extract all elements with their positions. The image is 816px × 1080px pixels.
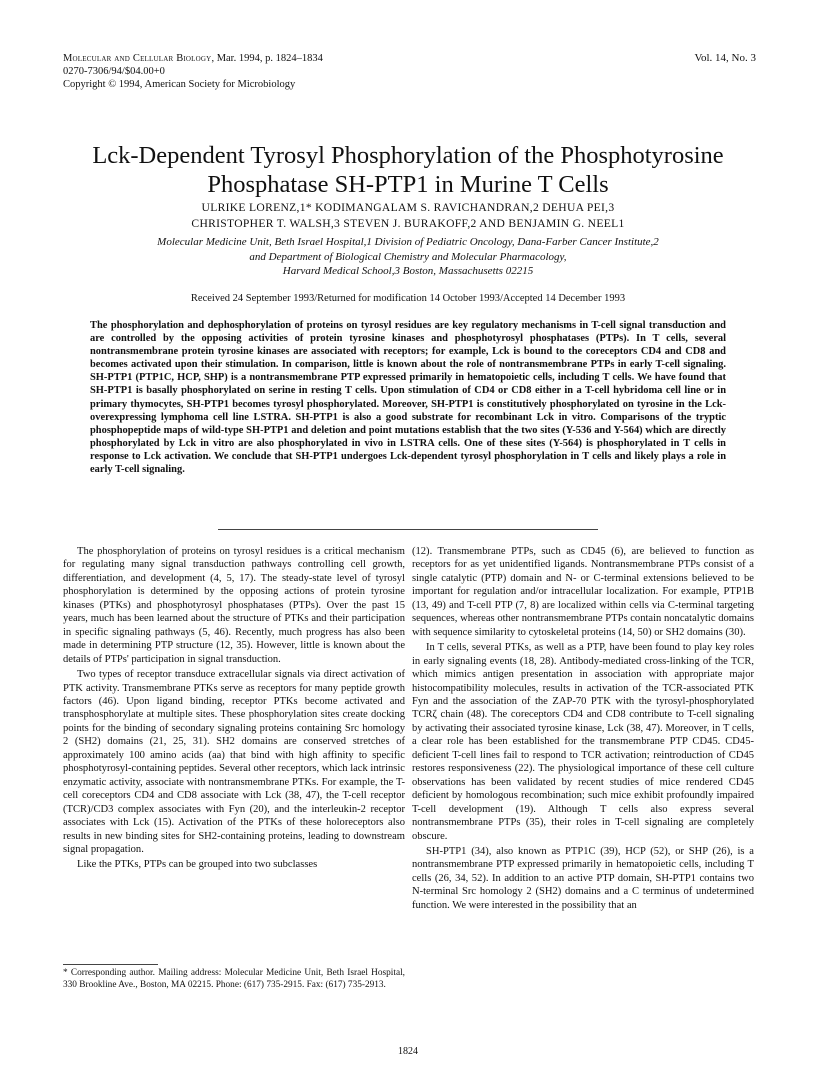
footnote-divider	[63, 964, 158, 965]
section-divider	[218, 529, 598, 530]
copyright: Copyright © 1994, American Society for Microbiology	[63, 79, 296, 90]
body-column-left	[63, 545, 405, 872]
issn: 0270-7306/94/$04.00+0	[63, 66, 165, 77]
running-header	[63, 52, 323, 91]
paragraph: In T cells, several PTKs, as well as a PTP, have been found to play key roles in early signaling events (18, 28). Antibody-mediated cross-linking of the TCR, which mimics antigen presentation in association with appropriate major histocompatibility molecules, results in activation of the TCR-associated PTK Fyn and the association of the ZAP-70 PTK with the tyrosyl-phosphorylated TCRζ chain (48). The coreceptors CD4 and CD8 contribute to T-cell signaling by activating their associated tyrosine kinase, Lck (38, 47). Moreover, in T cells, a clear role has been established for the transmembrane PTP CD45. CD45-deficient T-cell lines fail to respond to TCR activation; reintroduction of CD45 restores responsiveness (22). The physiological importance of these cell culture observations has been validated by recent studies of mice rendered CD45 deficient by homologous recombination; such mice exhibit profoundly impaired T-cell development (19). Although T cells also express several nontransmembrane PTPs (35), their roles in T-cell signaling are completely obscure.	[412, 642, 754, 842]
author-list	[60, 200, 756, 232]
affiliation-line-2: and Department of Biological Chemistry and Molecular Pharmacology,	[249, 250, 567, 263]
citation-line	[63, 52, 323, 65]
affiliation-line-3: Harvard Medical School,3 Boston, Massachusetts 02215	[282, 265, 534, 277]
paragraph: SH-PTP1 (34), also known as PTP1C (39), HCP (52), or SHP (26), is a nontransmembrane PTP expressed primarily in hematopoietic cells, including T cells (26, 34, 52). In addition to an active PTP domain, SH-PTP1 contains two N-terminal Src homology 2 (SH2) domains and a C terminus of undetermined function. We were interested in the possibility that an	[412, 845, 754, 911]
article-title: Lck-Dependent Tyrosyl Phosphorylation of the Phosphotyrosine Phosphatase SH-PTP1 in Murine T Cells	[92, 142, 724, 198]
journal-name: Molecular and Cellular Biology	[63, 53, 212, 64]
paragraph: Two types of receptor transduce extracellular signals via direct activation of PTK activity. Transmembrane PTKs serve as receptors for many peptide growth factors (46). Upon ligand binding, receptor PTKs become activated and transphosphorylate at multiple sites. These phosphorylation sites create docking points for the binding of secondary signaling proteins containing Src homology 2 (SH2) domains (21, 25, 31). SH2 domains are conserved stretches of approximately 100 amino acids (aa) that bind with high affinity to specific phosphotyrosyl-containing peptides. Several other receptors, which lack intrinsic enzymatic activity, associate with nontransmembrane PTKs. For example, the T-cell coreceptors CD4 and CD8 associate with Lck (38, 47), the T-cell receptor (TCR)/CD3 complex associates with Fyn (20), and the interleukin-2 receptor associates with Lck (15). Activation of the PTKs of these holoreceptors also results in new binding sites for SH2-containing proteins, leading to downstream signal propagation.	[63, 669, 405, 855]
paragraph: The phosphorylation of proteins on tyrosyl residues is a critical mechanism for regulating many signal transduction pathways controlling cell growth, differentiation, and development (4, 5, 17). The steady-state level of tyrosyl phosphorylation is determined by the opposing actions of protein tyrosine kinases (PTKs) and phosphotyrosyl phosphatases (PTPs). Over the past 15 years, much has been learned about the structure of PTKs and their participation in specific signaling pathways (5, 46). Recently, much progress has also been made in determining PTP structure (12, 35). However, little is known about the details of PTPs' participation in signal transduction.	[63, 546, 405, 665]
paragraph: Like the PTKs, PTPs can be grouped into two subclasses	[77, 859, 318, 871]
corresponding-author-footnote: * Corresponding author. Mailing address: Molecular Medicine Unit, Beth Israel Hospital, 330 Brookline Ave., Boston, MA 02215. Phone: (617) 735-2915. Fax: (617) 735-2913.	[63, 968, 405, 990]
citation: , Mar. 1994, p. 1824–1834	[211, 53, 323, 64]
affiliations	[60, 235, 756, 279]
author-line-1: ULRIKE LORENZ,1* KODIMANGALAM S. RAVICHANDRAN,2 DEHUA PEI,3	[201, 201, 615, 214]
received-dates: Received 24 September 1993/Returned for modification 14 October 1993/Accepted 14 December 1993	[190, 293, 626, 304]
abstract: The phosphorylation and dephosphorylation of proteins on tyrosyl residues are key regulatory mechanisms in T-cell signal transduction and are controlled by the opposing activities of protein tyrosine kinases and phosphotyrosyl phosphatases (PTPs). In T cells, several nontransmembrane protein tyrosine kinases are associated with receptors; for example, Lck is bound to the coreceptors CD4 and CD8 and becomes activated upon their stimulation. In comparison, little is known about the role of nontransmembrane PTPs in early T-cell signaling. SH-PTP1 (PTP1C, HCP, SHP) is a nontransmembrane PTP expressed primarily in hematopoietic cells, including T cells. We have found that SH-PTP1 is basally phosphorylated on serine in resting T cells. Upon stimulation of CD4 or CD8 either in a T-cell hybridoma cell line or in primary thymocytes, SH-PTP1 becomes tyrosyl phosphorylated. Moreover, SH-PTP1 is constitutively phosphorylated on tyrosine in the Lck-overexpressing lymphoma cell line LSTRA. SH-PTP1 is also a good substrate for recombinant Lck in vitro. Comparisons of the tryptic phosphopeptide maps of wild-type SH-PTP1 and deletion and point mutations establish that the two sites (Y-536 and Y-564) which are directly phosphorylated by Lck in vitro are also phosphorylated in vivo in LSTRA cells. One of these sites (Y-564) is phosphorylated in T cells in response to Lck activation. We conclude that SH-PTP1 undergoes Lck-dependent tyrosyl phosphorylation in T cells and likely plays a role in early T-cell signaling.	[90, 320, 726, 476]
affiliation-line-1: Molecular Medicine Unit, Beth Israel Hospital,1 Division of Pediatric Oncology, Dana-Farber Cancer Institute,2	[157, 236, 659, 248]
volume-issue: Vol. 14, No. 3	[694, 52, 756, 64]
author-line-2: CHRISTOPHER T. WALSH,3 STEVEN J. BURAKOFF,2 AND BENJAMIN G. NEEL1	[191, 217, 625, 230]
paragraph: (12). Transmembrane PTPs, such as CD45 (6), are believed to function as receptors for as yet unidentified ligands. Nontransmembrane PTPs consist of a single catalytic (PTP) domain and N- or C-terminal extensions believed to be important for regulation and/or intracellular localization. For example, PTP1B (13, 49) and T-cell PTP (7, 8) are localized within cells via C-terminal targeting sequences, whereas other nontransmembrane PTPs contain noncatalytic domains with sequence similarity to cytoskeletal proteins (14, 50) or SH2 domains (30).	[412, 546, 754, 638]
body-column-right	[412, 545, 754, 912]
page-number: 1824	[398, 1046, 418, 1057]
